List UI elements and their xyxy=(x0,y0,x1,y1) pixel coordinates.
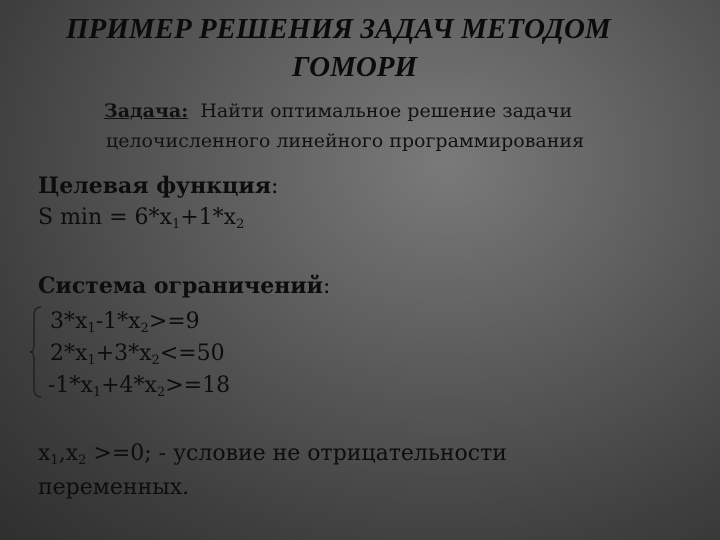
expr-part: >=18 xyxy=(165,373,231,398)
nonnegativity-line-1 xyxy=(38,438,507,470)
constraints-label-line xyxy=(38,270,330,303)
task-label: Задача: xyxy=(104,100,189,122)
task-statement xyxy=(104,96,664,152)
objective-colon: : xyxy=(270,174,279,199)
expr-part: 3*x xyxy=(50,309,88,334)
subscript: 1 xyxy=(87,353,96,368)
objective-label: Целевая функция xyxy=(38,173,271,199)
expr-part: +1*x xyxy=(180,205,237,230)
expr-part: ,x xyxy=(58,441,79,466)
system-brace xyxy=(30,306,42,398)
expr-part: S min = 6*x xyxy=(38,205,172,230)
expr-part: +3*x xyxy=(95,341,152,366)
expr-part: 2*x xyxy=(50,341,88,366)
constraint-row-1 xyxy=(50,306,200,338)
constraints-colon: : xyxy=(322,274,331,299)
nonnegativity-line-2: переменных. xyxy=(38,475,190,500)
constraint-row-3 xyxy=(48,370,230,402)
objective-label-line xyxy=(38,170,278,203)
expr-part: <=50 xyxy=(159,341,225,366)
title-line-2: ГОМОРИ xyxy=(292,51,418,83)
title-line-1: ПРИМЕР РЕШЕНИЯ ЗАДАЧ МЕТОДОМ xyxy=(66,13,611,45)
expr-part: -1*x xyxy=(48,373,93,398)
subscript: 1 xyxy=(50,453,59,468)
subscript: 2 xyxy=(140,321,149,336)
subscript: 1 xyxy=(92,385,102,400)
subscript: 2 xyxy=(78,453,87,468)
objective-expression xyxy=(38,202,244,234)
expr-part: >=0; - условие не отрицательности xyxy=(86,441,507,466)
subscript: 1 xyxy=(87,321,96,336)
expr-part: -1*x xyxy=(95,309,141,334)
expr-part: x xyxy=(38,441,51,466)
constraints-label: Система ограничений xyxy=(38,273,323,299)
subscript: 2 xyxy=(151,353,160,368)
subscript: 1 xyxy=(171,217,181,232)
subscript: 2 xyxy=(156,385,166,400)
subscript: 2 xyxy=(236,217,245,232)
task-text-line-1: Найти оптимальное решение задачи xyxy=(200,100,573,122)
expr-part: +4*x xyxy=(101,373,157,398)
task-text-line-2: целочисленного линейного программирования xyxy=(106,130,585,152)
constraint-row-2 xyxy=(50,338,225,370)
expr-part: >=9 xyxy=(148,309,200,334)
